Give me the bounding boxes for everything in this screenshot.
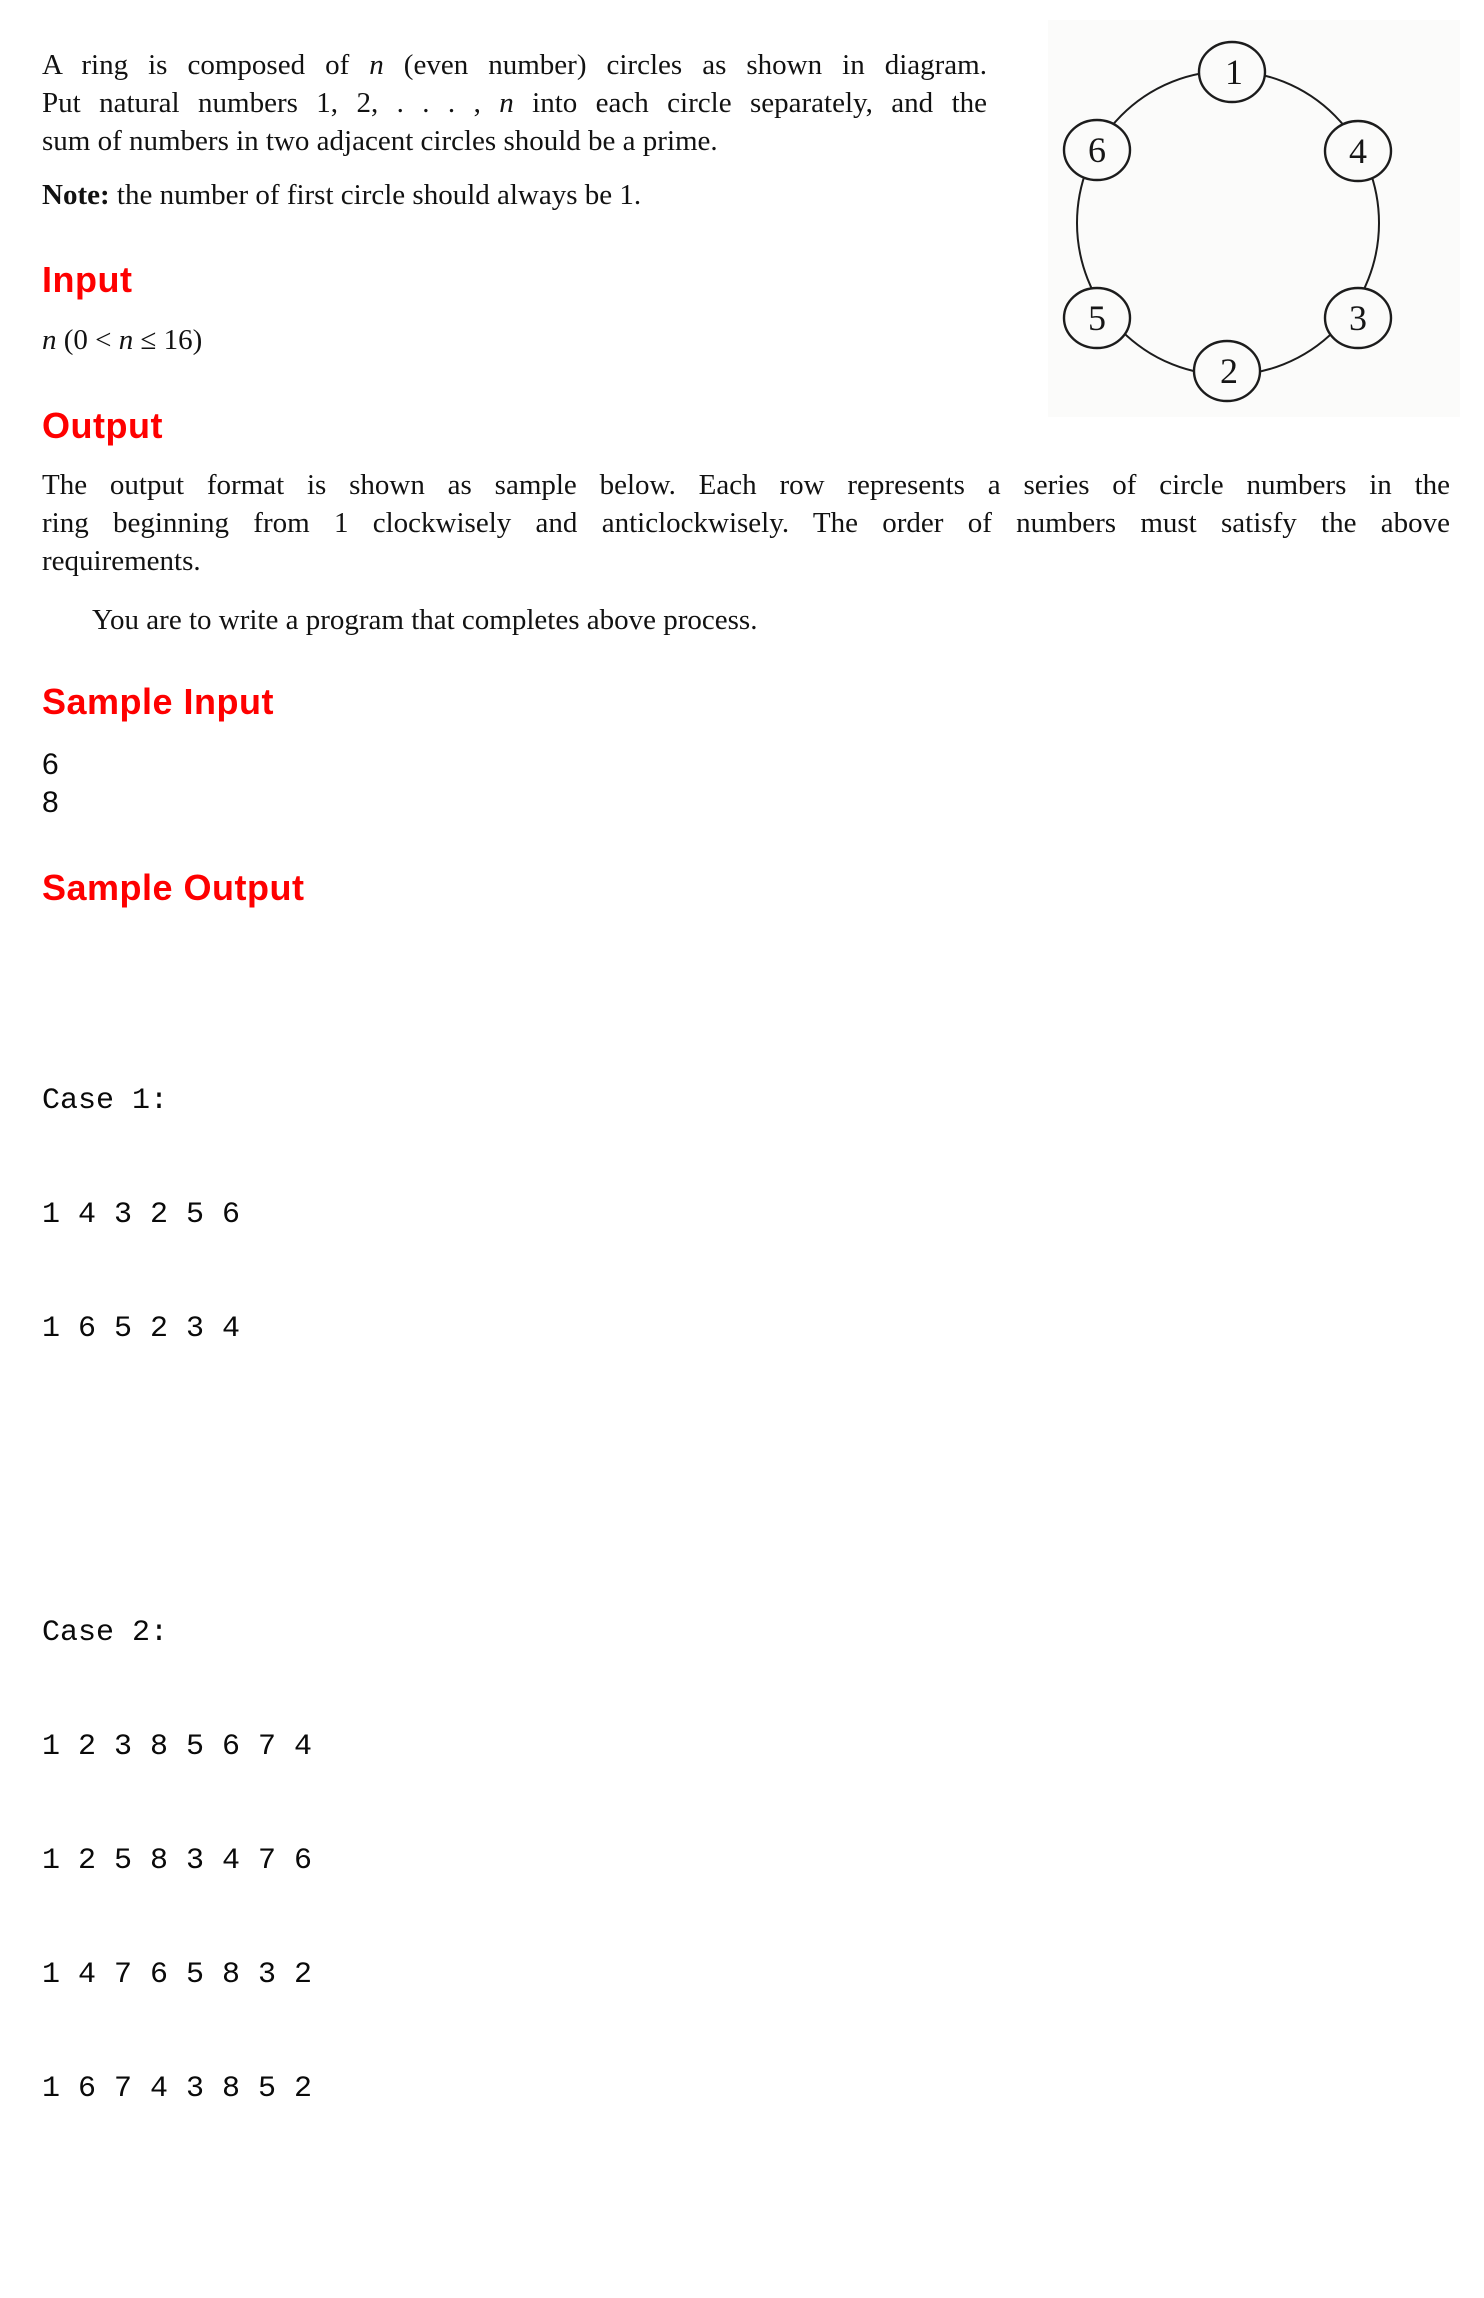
statement-line-1 xyxy=(42,46,987,84)
case-row: 1 4 7 6 5 8 3 2 xyxy=(42,1958,313,1992)
output-line-1: The output format is shown as sample below. Each row represents a series of circle numbers in the xyxy=(42,469,1450,501)
sample-output-case-2 xyxy=(42,1538,312,2184)
sample-output-block xyxy=(42,930,312,2298)
case-row: 1 4 3 2 5 6 xyxy=(42,1198,241,1232)
output-paragraph xyxy=(42,466,1450,580)
statement-text: A ring is composed of xyxy=(42,49,370,81)
statement-line-3: sum of numbers in two adjacent circles should be a prime. xyxy=(42,125,718,157)
output-line-3: requirements. xyxy=(42,545,201,577)
constraint-text: (0 < xyxy=(56,324,119,356)
sample-input-line: 6 xyxy=(42,748,59,781)
case-row: 1 2 3 8 5 6 7 4 xyxy=(42,1730,313,1764)
statement-line-2 xyxy=(42,84,987,122)
case-header: Case 2: xyxy=(42,1616,169,1650)
statement-text: into each circle separately, and the xyxy=(513,87,987,119)
sample-input-title: Sample Input xyxy=(42,681,275,722)
output-line-2: ring beginning from 1 clockwisely and anticlockwisely. The order of numbers must satisfy the above xyxy=(42,507,1450,539)
ring-node-5 xyxy=(1064,288,1130,348)
ring-node-2 xyxy=(1194,341,1260,401)
case-row: 1 6 5 2 3 4 xyxy=(42,1312,241,1346)
statement-paragraph xyxy=(42,46,987,160)
input-section-title: Input xyxy=(42,259,133,300)
statement-text: (even number) circles as shown in diagram. xyxy=(383,49,987,81)
math-var-n: n xyxy=(118,324,134,356)
output-closing-line: You are to write a program that completes above process. xyxy=(92,604,758,636)
node-label-3: 3 xyxy=(1349,298,1367,338)
node-label-5: 5 xyxy=(1088,298,1106,338)
ring-node-1 xyxy=(1199,42,1265,102)
node-label-4: 4 xyxy=(1349,131,1367,171)
output-section-title: Output xyxy=(42,405,163,446)
sample-output-case-1 xyxy=(42,1006,312,1424)
sample-output-title: Sample Output xyxy=(42,867,305,908)
sample-input-block xyxy=(42,746,59,822)
ring-node-6 xyxy=(1064,120,1130,180)
case-row: 1 6 7 4 3 8 5 2 xyxy=(42,2072,313,2106)
note-label: Note: xyxy=(42,179,110,211)
note-line xyxy=(42,176,987,214)
node-label-6: 6 xyxy=(1088,130,1106,170)
sample-input-line: 8 xyxy=(42,786,59,819)
constraint-text: ≤ 16) xyxy=(133,324,203,356)
statement-text: Put natural numbers 1, 2, . . . , xyxy=(42,87,500,119)
math-var-n: n xyxy=(42,324,57,356)
node-label-2: 2 xyxy=(1220,351,1238,391)
note-text: the number of first circle should always be 1. xyxy=(109,179,642,211)
ring-node-4 xyxy=(1325,121,1391,181)
case-row: 1 2 5 8 3 4 7 6 xyxy=(42,1844,313,1878)
math-var-n: n xyxy=(499,87,514,119)
ring-diagram xyxy=(1048,20,1462,418)
ring-node-3 xyxy=(1325,288,1391,348)
case-header: Case 1: xyxy=(42,1084,169,1118)
node-label-1: 1 xyxy=(1225,52,1243,92)
math-var-n: n xyxy=(369,49,384,81)
input-constraint xyxy=(42,321,202,359)
